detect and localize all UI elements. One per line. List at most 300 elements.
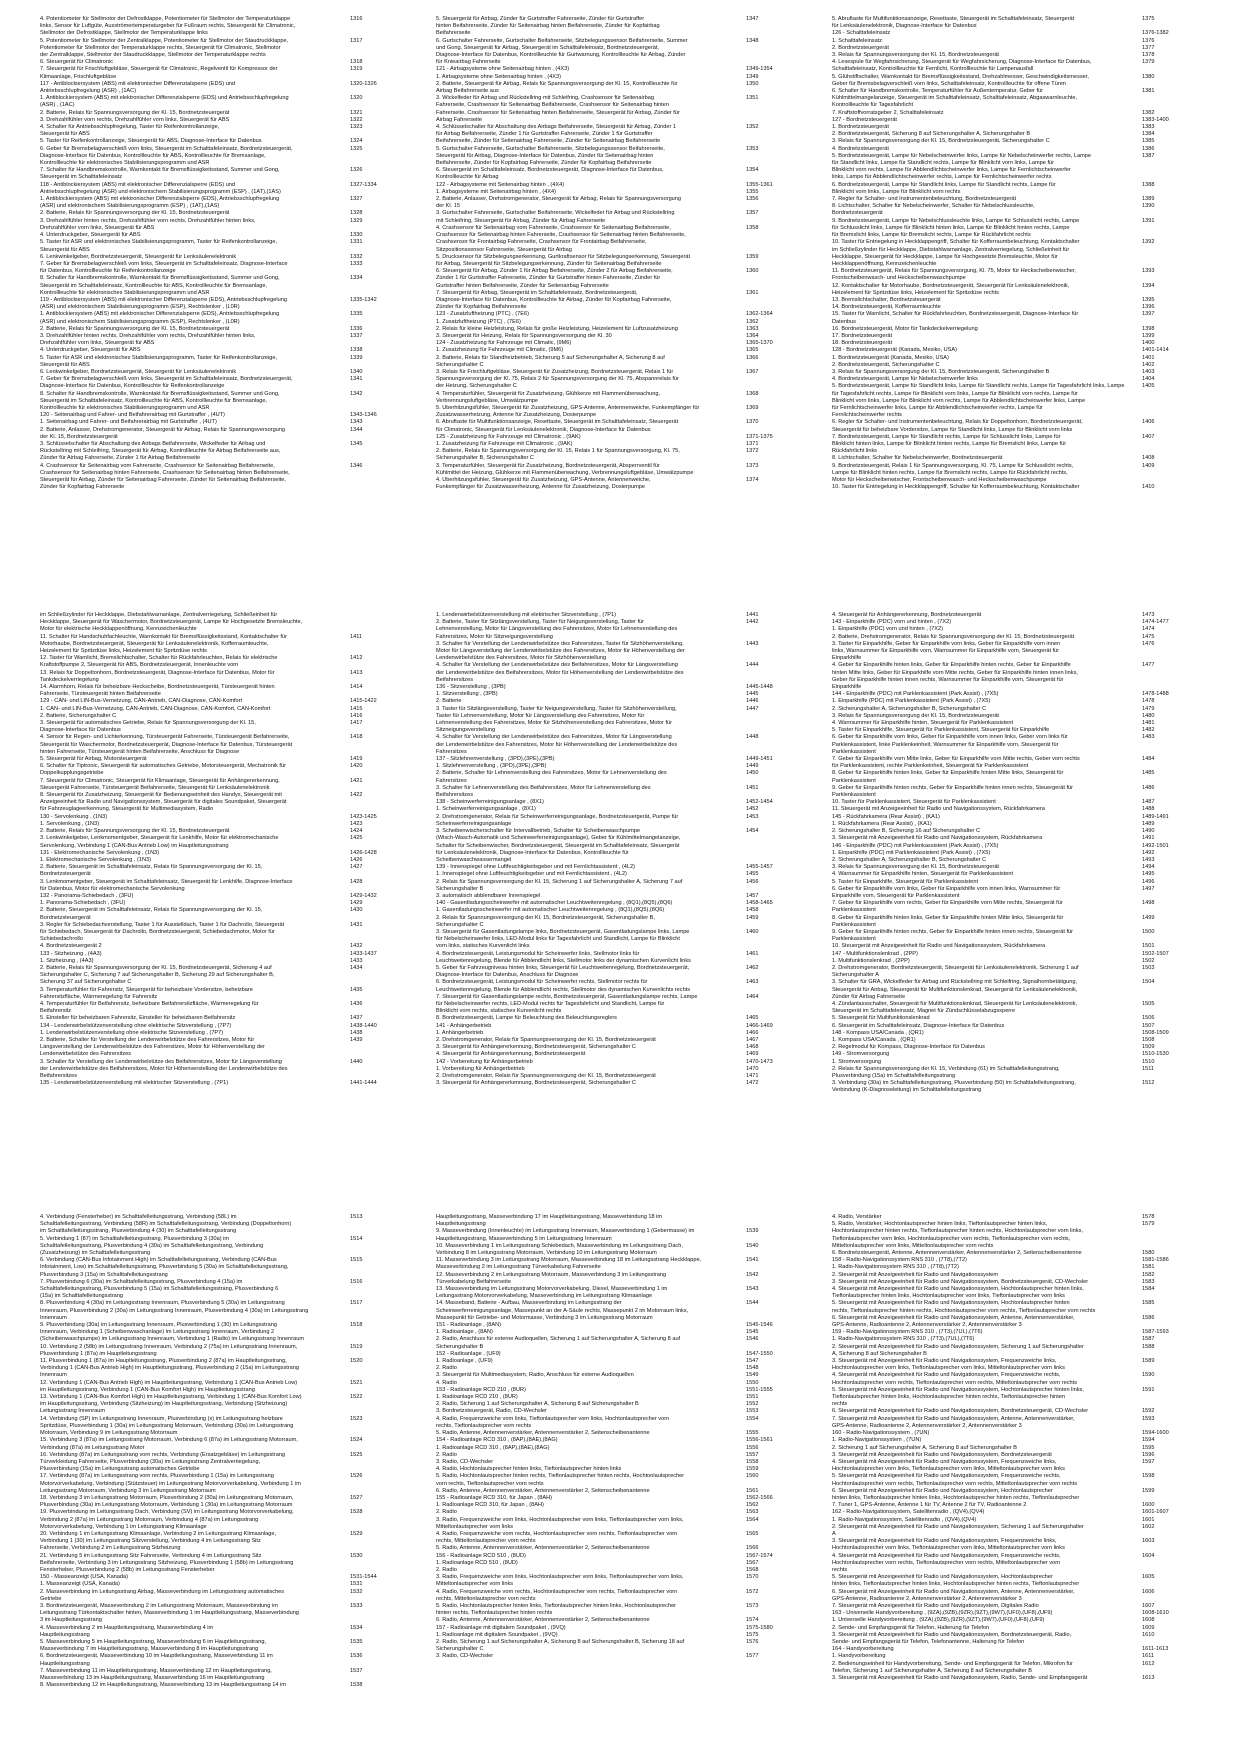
- entry-text: Drehzahlfühler vorn links, Steuergerät für ABS: [40, 224, 155, 231]
- entry-text: Diagnose-Interface für Datenbus, Kontrollleuchte für ABS, Kontrollleuchte für Bremsanlage,: [40, 152, 266, 159]
- entry-page-number: 1608: [1142, 1617, 1155, 1624]
- entry-page-number: 1423-1425: [350, 813, 377, 820]
- entry-page-number: 1566: [746, 1545, 759, 1552]
- entry-page-number: 1420: [350, 763, 363, 770]
- index-entry: [436, 1329, 804, 1336]
- entry-text: Parklenkassistent, linke Parklenkeinheit, Warnsummer für Einparkhilfe vorn, Steuergerät für: [832, 741, 1059, 748]
- index-entry: [436, 626, 804, 633]
- entry-page-number: 1606: [1142, 1588, 1155, 1595]
- entry-text: 121 - Airbagsysteme ohne Seitenairbag hinten , (4X3): [436, 66, 570, 73]
- entry-text: Sicherungshalter C, Sicherung 7 auf Sicherungshalter B, Sicherung 29 auf Sicherungshalter B,: [40, 972, 275, 979]
- index-entry: [832, 160, 1200, 167]
- entry-text: 127 - Bordnetzsteuergerät: [832, 116, 897, 123]
- index-entry: [832, 929, 1200, 936]
- entry-text: Blinklicht vorn rechts, Lampe für Abblendlichtscheinwerfer links, Lampe für Fernlichtscheinwerfer: [832, 167, 1071, 174]
- index-entry: [436, 441, 804, 448]
- index-entry: [832, 117, 1200, 124]
- index-entry: [436, 806, 804, 813]
- entry-text: Hochtonlautsprecher hinten rechts, Tieftonlautsprecher hinten rechts, Hochtonlautsprecher vorn links,: [832, 1228, 1083, 1235]
- index-entry: [436, 1037, 804, 1044]
- entry-page-number: 1552: [746, 1401, 759, 1408]
- entry-text: 2. Sicherungshalter A, Sicherungshalter B, Sicherungshalter C: [832, 705, 987, 712]
- entry-page-number: 1589: [1142, 1358, 1155, 1365]
- entry-text: 1. Radioanlage , (8AN): [436, 1329, 493, 1336]
- entry-page-number: 1448: [746, 734, 759, 741]
- index-entry: [436, 261, 804, 268]
- index-entry: [40, 648, 408, 655]
- entry-page-number: 1411: [350, 633, 363, 640]
- index-entry: [436, 74, 804, 81]
- entry-text: Lehnenverstellung des Fahrersitzes, Motor für Sitzhöhenverstellung des Fahrersitzes, Motor für: [436, 720, 672, 727]
- index-entry: [832, 16, 1200, 23]
- entry-text: 14. Alarmhorn, Relais für beheizbare Heckscheibe, Bordnetzsteuergerät, Türsteuergerät hinten: [40, 684, 275, 691]
- entry-page-number: 1581: [1142, 1264, 1155, 1271]
- entry-text: Motorvorverkabelung, Verbindung (Stützsteuer) im Leitungsstrang Motorvorverkabelung, Verbindung 1 im: [40, 1480, 301, 1487]
- index-entry: [436, 1596, 804, 1603]
- index-entry: [832, 124, 1200, 131]
- entry-page-number: 1349: [746, 73, 759, 80]
- index-entry: [832, 463, 1200, 470]
- index-entry: [832, 1243, 1200, 1250]
- index-entry: [832, 1279, 1200, 1286]
- entry-text: Steuergerät für beheizbare Vordersitze, Lampe für Standlicht links, Lampe für Blinklicht vorn links: [832, 426, 1073, 433]
- index-entry: [436, 455, 804, 462]
- index-entry: [40, 691, 408, 698]
- entry-text: Zünder für Airbag Fahrerseite, Zünder 1 für Airbag Beifahrerseite: [40, 455, 201, 462]
- entry-text: Einparkhilfe vorn, Steuergerät für Parklenkassistent: [832, 892, 960, 899]
- entry-text: Türverkleidung Fahrerseite, Plusverbindung (30a) im Leitungsstrang Zentralverriegelung,: [40, 1458, 261, 1465]
- entry-text: Tieftonlautsprecher hinten links, Hochtonlautsprecher vorn links, Tieftonlautsprecher vorn links: [832, 1293, 1065, 1300]
- entry-text: Motorhaube, Bordnetzsteuergerät, Steuergerät für Lenksäulenelektronik, Kofferraumleuchte,: [40, 640, 269, 647]
- entry-text: 6. Schalter für Tiptronic, Steuergerät für automatisches Getriebe, Motorsteuergerät, Mechatronik für: [40, 763, 286, 770]
- entry-page-number: 1418: [350, 734, 363, 741]
- entry-text: 1. Bordnetzsteuergerät: [832, 124, 889, 131]
- entry-text: 5. Taster für ASR und elektronisches Stabilisierungsprogramm, Taster für Reifenkontrollanzeige,: [40, 239, 278, 246]
- entry-text: Crashsensor für Seitenairbag hinten Fahrerseite, Crashsensor für Seitenairbag hinten Beifahrerseite,: [40, 469, 290, 476]
- index-entry: [40, 355, 408, 362]
- entry-text: Airbag Fahrerseite: [436, 116, 483, 123]
- entry-page-number: 1545: [746, 1329, 759, 1336]
- entry-text: Diagnose-Interface für Datenbus, Kontrollleuchte für Gurtwarnung, Kontrollleuchte für Airbag, Zünder: [436, 52, 686, 59]
- entry-text: Tieftonlautsprecher vorn links, Hochtonlautsprecher vorn rechts, Tieftonlautsprecher vorn rechts,: [832, 1235, 1071, 1242]
- entry-text: Leitungsstrang Innenraum: [40, 1408, 105, 1415]
- entry-text: 1. Anhängerbetrieb: [436, 1029, 484, 1036]
- entry-text: 3. Schalter für Verstellung der Lendenwirbelstütze des Beifahrersitzes, Motor für Längsverstellung: [40, 1058, 282, 1065]
- entry-text: 1. Zusatzheizung für Fahrzeuge mit Climatic, (9M6): [436, 347, 564, 354]
- entry-text: im Schließzylinder für Heckklappe, Diebstahlwarnanlage, Zentralverriegelung, Schließeinheit für: [832, 246, 1070, 253]
- entry-text: im Hauptleitungsstrang, Verbindung 1 (CAN-Bus Komfort High) im Hauptleitungsstrang: [40, 1386, 255, 1393]
- entry-text: 6. Steuergerät für Climatronic: [40, 59, 114, 66]
- index-entry: [832, 749, 1200, 756]
- index-block-2: [40, 612, 1200, 1095]
- index-entry: [832, 283, 1200, 290]
- entry-page-number: 1478: [1142, 698, 1155, 705]
- entry-text: Verbindung 2 (87a) im Leitungsstrang Motorraum, Verbindung 4 (87a) im Leitungsstrang: [40, 1516, 259, 1523]
- index-entry: [436, 1365, 804, 1372]
- entry-text: für Nebelscheinwerfer links, LED-Modul links für Tagesfahrlicht und Standlicht, Lampe für Blinklicht: [436, 936, 680, 943]
- index-column-2: [436, 612, 804, 1095]
- index-entry: [40, 864, 408, 871]
- index-entry: [40, 196, 408, 203]
- index-entry: [40, 455, 408, 462]
- entry-text: 153 - Radioanlage RCD 210 , (8UR): [436, 1386, 526, 1393]
- index-entry: [40, 102, 408, 109]
- entry-text: 2. Masseverbindung im Leitungsstrang Airbag, Masseverbindung im Leitungsstrang automatisches: [40, 1588, 285, 1595]
- entry-text: 156 - Radioanlage RCD 510 , (8UD): [436, 1552, 526, 1559]
- index-entry: [832, 182, 1200, 189]
- entry-page-number: 1556-1561: [746, 1437, 773, 1444]
- index-entry: [436, 1632, 804, 1639]
- entry-page-number: 1353: [746, 145, 759, 152]
- entry-page-number: 1477: [1142, 662, 1155, 669]
- entry-page-number: 1567: [746, 1559, 759, 1566]
- entry-page-number: 1355-1361: [746, 181, 773, 188]
- entry-text: 144 - Einparkhilfe (PDC) mit Parklenkassistent (Park Assist) , (7X5): [832, 691, 999, 698]
- entry-text: Längsverstellung der Lendenwirbelstütze des Fahrersitzes, Motor für Höhenverstellung der: [40, 1044, 265, 1051]
- entry-page-number: 1482: [1142, 727, 1155, 734]
- index-entry: [436, 670, 804, 677]
- entry-page-number: 1565: [746, 1530, 759, 1537]
- index-entry: [40, 799, 408, 806]
- index-entry: [436, 196, 804, 203]
- entry-text: Parklenkassistent: [832, 792, 876, 799]
- entry-page-number: 1442: [746, 619, 759, 626]
- entry-page-number: 1334: [350, 275, 363, 282]
- entry-text: Anzeigeeinheit für Radio und Navigationssystem, Steuergerät für digitales Soundpaket, Steuergerät: [40, 799, 287, 806]
- index-entry: [832, 1044, 1200, 1051]
- entry-text: Gurtstraffer hinten Beifahrerseite, Zünder für Seitenairbag Fahrerseite: [436, 282, 609, 289]
- entry-text: 5. Radio, Antenne, Antennenverstärker, Antennenverstärker 2, Seitenscheibenantenne: [436, 1430, 650, 1437]
- entry-text: 3. Steuergerät mit Anzeigeeinheit für Radio und Navigationssystem, Frequenzweiche links,: [832, 1358, 1057, 1365]
- entry-text: Blinklicht vorn rechts, statisches Kurvenlicht rechts: [436, 1008, 562, 1015]
- index-entry: [40, 232, 408, 239]
- index-entry: [832, 239, 1200, 246]
- index-entry: [436, 138, 804, 145]
- entry-text: 4. Crashsensor für Seitenairbag vorn Fahrerseite, Crashsensor für Seitenairbag Beifahrerseite,: [40, 462, 275, 469]
- entry-text: 6. Gurtschalter Fahrerseite, Gurtschalter Beifahrerseite, Sitzbelegungssensor Beifahrerseite, Summer: [436, 37, 688, 44]
- index-entry: [832, 268, 1200, 275]
- entry-text: Klimaanlage, Frischluftgebläse: [40, 73, 117, 80]
- index-entry: [832, 362, 1200, 369]
- entry-text: 2. Batterie, Steuergerät für Airbag, Relais für Spannungsversorgung der Kl. 15, Kontrollleuchte für: [436, 80, 678, 87]
- entry-text: 143 - Einparkhilfe (PDC) vorn und hinten , (7X2): [832, 619, 952, 626]
- entry-text: 5. Taster für Einparkhilfe, Steuergerät für Parklenkassistent: [832, 878, 979, 885]
- entry-page-number: 1318: [350, 59, 363, 66]
- entry-text: Motorraum, Verbindung 9 im Leitungsstrang Motorraum: [40, 1430, 178, 1437]
- entry-text: 6. Steuergerät mit Anzeigeeinheit für Radio und Navigationssystem, Antenne, Antennenverstärker,: [832, 1588, 1075, 1595]
- index-entry: [832, 648, 1200, 655]
- index-entry: [436, 1243, 804, 1250]
- entry-page-number: 1324: [350, 138, 363, 145]
- entry-text: 7. Steuergerät für Frischluftgebläse, Steuergerät für Climatronic, Regelventil für Kompressor der: [40, 66, 278, 73]
- entry-text: 2. Radio: [436, 1509, 457, 1516]
- entry-text: 1. Radio-Navigationssystem RNS 310 , (7T3),(7UL),(7T6): [832, 1336, 975, 1343]
- entry-text: 2. Batterie: [436, 698, 462, 705]
- index-entry: [832, 1236, 1200, 1243]
- entry-page-number: 1452-1454: [746, 799, 773, 806]
- entry-text: 17. Verbindung (87a) im Leitungsstrang vorn rechts, Plusverbindung 1 (15a) im Leitungsstrang: [40, 1473, 274, 1480]
- index-entry: [40, 770, 408, 777]
- entry-text: Kühlmittel der Heizung, Glühkerze mit Flammenüberwachung, Verbrennungsluftgebläse, Umwälzpumpe: [436, 469, 694, 476]
- index-entry: [40, 1250, 408, 1257]
- entry-page-number: 1426-1428: [350, 849, 377, 856]
- index-entry: [832, 965, 1200, 972]
- index-entry: [40, 1668, 408, 1675]
- index-entry: [436, 174, 804, 181]
- index-entry: [832, 412, 1200, 419]
- entry-text: 8. Lichtschalter, Schalter für Nebelscheinwerfer, Schalter für Nebelschlussleuchte,: [832, 203, 1035, 210]
- entry-text: rechts: [832, 1566, 848, 1573]
- entry-text: 11. Bordnetzsteuergerät, Relais für Spannungsversorgung, Kl. 75, Motor für Heckscheibenwischer,: [832, 268, 1076, 275]
- entry-text: 5. Glühstiftschalter, Warnkontakt für Bremsflüssigkeitsstand, Drehzahlmesser, Geschwindigkeitsmesser,: [832, 73, 1089, 80]
- index-entry: [436, 304, 804, 311]
- index-entry: [436, 1517, 804, 1524]
- index-entry: [832, 138, 1200, 145]
- index-entry: [436, 698, 804, 705]
- index-entry: [832, 879, 1200, 886]
- entry-text: 7. Steuergerät mit Anzeigeeinheit für Radio und Navigationssystem, Digitales Radio: [832, 1602, 1039, 1609]
- entry-text: 133 - Sitzheizung , (4A3): [40, 950, 102, 957]
- entry-text: Schalter für Scheibenwischer, Bordnetzsteuergerät, Steuergerät im Schalttafeleinsatz, Steuergerät: [436, 842, 680, 849]
- index-entry: [832, 1080, 1200, 1087]
- entry-text: 1. Scheinwerferreinigungsanlage , (8X1): [436, 806, 536, 813]
- entry-text: 118 - Antiblockiersystem (ABS) mit elektronischer Differenzialsperre (EDS) und: [40, 181, 236, 188]
- index-entry: [436, 1502, 804, 1509]
- entry-page-number: 1433: [350, 957, 363, 964]
- index-entry: [40, 1509, 408, 1516]
- entry-text: 1. CAN- und LIN-Bus-Vernetzung, CAN-Antrieb, CAN-Diagnose, CAN-Komfort, CAN-Komfort: [40, 705, 271, 712]
- index-entry: [40, 1059, 408, 1066]
- entry-text: Steuergerät für Waschermotor, Bordnetzsteuergerät, Diagnose-Interface für Datenbus, Türsteuergerät: [40, 741, 293, 748]
- entry-text: 13. Bremslichtschalter, Bordnetzsteuergerät: [832, 296, 941, 303]
- entry-text: 3. Temperaturfühler, Steuergerät für Zusatzheizung, Bordnetzsteuergerät, Absperrventil für: [436, 462, 660, 469]
- index-entry: [436, 369, 804, 376]
- entry-page-number: 1540: [746, 1242, 759, 1249]
- index-entry: [832, 1495, 1200, 1502]
- entry-page-number: 1393: [1142, 268, 1155, 275]
- index-entry: [40, 641, 408, 648]
- entry-page-number: 1340: [350, 368, 363, 375]
- entry-page-number: 1451: [746, 784, 759, 791]
- entry-text: 7. Schalter für Handbremskontrolle, Warnkontakt für Bremsflüssigkeitsstand, Summer und Gong,: [40, 167, 280, 174]
- entry-text: Geber für Bremsbelagverschleiß vorn links, Schalttafeleinsatz, Kontrollleuchte für offene Türen: [832, 80, 1066, 87]
- entry-text: Beifahrerseite, Verbindung 3 im Leitungsstrang Sitzheizung, Plusverbindung 1 (58b) im Leitungsstrang: [40, 1559, 294, 1566]
- index-entry: [40, 835, 408, 842]
- entry-text: A: [832, 1530, 836, 1537]
- entry-page-number: 1464: [746, 993, 759, 1000]
- index-entry: [832, 30, 1200, 37]
- entry-page-number: 1371-1375: [746, 433, 773, 440]
- entry-page-number: 1320-1326: [350, 80, 377, 87]
- index-entry: [832, 1221, 1200, 1228]
- index-entry: [832, 319, 1200, 326]
- entry-text: 3. Schlüsselschalter für Abschaltung des Airbags Beifahrerseite, Wickelfeder für Airbag und: [40, 440, 266, 447]
- entry-text: für Parklenkassistent, rechte Parklenkeinheit, Steuergerät für Parklenkassistent: [832, 763, 1029, 770]
- entry-text: 5. Steuergerät mit Anzeigeeinheit für Radio und Navigationssystem, Hochtonlautsprecher hinten links,: [832, 1386, 1084, 1393]
- entry-page-number: 1503: [1142, 964, 1155, 971]
- index-entry: [832, 1596, 1200, 1603]
- entry-text: Beifahrerseite: [436, 30, 471, 37]
- entry-text: Bordnetzsteuergerät: [832, 210, 883, 217]
- index-entry: [40, 1531, 408, 1538]
- entry-page-number: 1557: [746, 1451, 759, 1458]
- entry-page-number: 1413: [350, 669, 363, 676]
- entry-text: 3. Relais für Frischluftgebläse, Steuergerät für Zusatzheizung, Bordnetzsteuergerät, Relais 1 für: [436, 368, 674, 375]
- entry-page-number: 1610: [1142, 1631, 1155, 1638]
- entry-page-number: 1521: [350, 1379, 363, 1386]
- entry-page-number: 1529: [350, 1530, 363, 1537]
- entry-text: 2. Batterie, Sicherungshalter C: [40, 712, 117, 719]
- index-entry: [40, 1401, 408, 1408]
- index-entry: [436, 1574, 804, 1581]
- entry-page-number: 1357: [746, 210, 759, 217]
- entry-text: (ASR) und elektronischem Stabilisierungsprogramm (ESP), Rechtslenker , (L0R): [40, 318, 240, 325]
- entry-page-number: 1526: [350, 1473, 363, 1480]
- entry-page-number: 1333: [350, 260, 363, 267]
- entry-text: 2. Radio, Sicherung 1 auf Sicherungshalter A, Sicherung 8 auf Sicherungshalter B: [436, 1401, 639, 1408]
- index-entry: [40, 1279, 408, 1286]
- entry-text: 10. Steuergerät mit Anzeigeeinheit für Radio und Navigationssystem, Rückfahrkamera: [832, 943, 1046, 950]
- entry-text: 3. automatisch abblendbarer Innenspiegel: [436, 892, 541, 899]
- entry-text: GPS-Antenne, Radioantenne 2, Antennenverstärker 2, Antennenverstärker 3: [832, 1595, 1022, 1602]
- index-entry: [832, 922, 1200, 929]
- entry-text: 124 - Zusatzheizung für Fahrzeuge mit Climatic, (9M6): [436, 340, 572, 347]
- entry-page-number: 1438-1440: [350, 1022, 377, 1029]
- index-entry: [436, 1001, 804, 1008]
- index-entry: [832, 38, 1200, 45]
- index-entry: [832, 326, 1200, 333]
- entry-page-number: 1479: [1142, 705, 1155, 712]
- index-entry: [436, 821, 804, 828]
- entry-page-number: 1536: [350, 1653, 363, 1660]
- entry-page-number: 1541: [746, 1257, 759, 1264]
- index-entry: [832, 102, 1200, 109]
- entry-page-number: 1321: [350, 109, 363, 116]
- entry-page-number: 1375: [1142, 16, 1155, 22]
- entry-page-number: 1338: [350, 347, 363, 354]
- entry-page-number: 1542: [746, 1271, 759, 1278]
- index-entry: [832, 196, 1200, 203]
- index-entry: [832, 304, 1200, 311]
- index-entry: [832, 1037, 1200, 1044]
- index-entry: [40, 1452, 408, 1459]
- index-entry: [40, 1329, 408, 1336]
- entry-page-number: 1511: [1142, 1065, 1155, 1072]
- index-entry: [40, 900, 408, 907]
- entry-text: Rückstellring mit Schleifring, Steuergerät für Airbag, Kontrollleuchte für Airbag Beifahrerseite aus,: [40, 448, 281, 455]
- entry-text: Leitungsstrang Motorraum, Verbindung 3 im Leitungsstrang Motorraum: [40, 1487, 216, 1494]
- entry-text: 2. Bordnetzsteuergerät, Sicherung 8 auf Sicherungshalter A, Sicherungshalter B: [832, 131, 1031, 138]
- entry-text: 3. Steuergerät mit Anzeigeeinheit für Radio und Navigationssystem, Rückfahrkamera: [832, 835, 1043, 842]
- entry-text: 9. Plusverbindung (30a) im Leitungsstrang Innenraum, Plusverbindung 1 (30) im Leitungsstrang: [40, 1322, 277, 1329]
- entry-text: Frontscheibenwasch- und Heckscheibenwaschpumpe: [832, 275, 966, 282]
- entry-text: 2. Radio: [436, 1566, 457, 1573]
- index-entry: [436, 290, 804, 297]
- index-entry: [832, 720, 1200, 727]
- entry-text: 164 - Handyvorbereitung: [832, 1646, 894, 1653]
- entry-text: 5. Radio, Antenne, Antennenverstärker, Antennenverstärker 2, Seitenscheibenantenne: [436, 1545, 650, 1552]
- entry-page-number: 1325: [350, 145, 363, 152]
- entry-text: 6. Steuergerät im Schalttafeleinsatz, Bordnetzsteuergerät, Diagnose-Interface für Datenbus,: [436, 167, 664, 174]
- entry-text: 136 - Sitzverstellung , (3PB): [436, 684, 506, 691]
- entry-page-number: 1530: [350, 1552, 363, 1559]
- index-entry: [436, 268, 804, 275]
- entry-text: 5. Potentiometer für Stellmotor der Zentralklappe, Potentiometer für Stellmotor der Staudruckklappe,: [40, 37, 289, 44]
- entry-page-number: 1359: [746, 253, 759, 260]
- entry-page-number: 1327: [350, 196, 363, 203]
- entry-text: Schalttafeleinsatz, Kontrollleuchte für Fernlicht, Kontrollleuchte für Lampenausfall: [832, 66, 1034, 73]
- entry-text: 5. Steuergerät mit Anzeigeeinheit für Radio und Navigationssystem, Hochtonlautsprecher hinten: [832, 1300, 1070, 1307]
- index-entry: [832, 1250, 1200, 1257]
- entry-page-number: 1355: [746, 188, 759, 195]
- entry-page-number: 1483: [1142, 734, 1155, 741]
- entry-text: (Zusatzheizung) im Schalttafelleitungsstrang: [40, 1250, 151, 1257]
- entry-text: Fernlichtscheinwerfer rechts: [832, 412, 902, 419]
- entry-page-number: 1341: [350, 376, 363, 383]
- entry-page-number: 1534: [350, 1624, 363, 1631]
- entry-page-number: 1586: [1142, 1314, 1155, 1321]
- entry-page-number: 1383: [1142, 124, 1155, 131]
- index-entry: [40, 1372, 408, 1379]
- entry-page-number: 1501: [1142, 943, 1155, 950]
- index-entry: [832, 189, 1200, 196]
- index-entry: [832, 1488, 1200, 1495]
- entry-page-number: 1337: [350, 332, 363, 339]
- entry-text: Hauptleitungsstrang: [40, 1631, 90, 1638]
- index-entry: [40, 1423, 408, 1430]
- entry-text: 15. Verbindung 3 (87a) im Leitungsstrang Motorraum, Verbindung 6 (87a) im Leitungsstrang Motorraum,: [40, 1437, 298, 1444]
- index-entry: [436, 283, 804, 290]
- index-entry: [832, 290, 1200, 297]
- entry-text: Steuergerät im Schalttafeleinsatz, Magnet für Zündschlüsselabzugssperre: [832, 1008, 1016, 1015]
- entry-text: für Standlicht links, Lampe für Standlicht rechts, Lampe für Blinklicht vorn links, Lampe für: [832, 160, 1054, 167]
- entry-text: 149 - Stromversorgung: [832, 1051, 890, 1058]
- entry-text: Hochtonlautsprecher vorn links, Tieftonlautsprecher vorn links, Mitteltonlautsprecher vorn links: [832, 1365, 1065, 1372]
- entry-page-number: 1401-1414: [1142, 347, 1169, 354]
- index-entry: [436, 1416, 804, 1423]
- index-entry: [436, 677, 804, 684]
- entry-page-number: 1613: [1142, 1675, 1155, 1681]
- index-entry: [832, 470, 1200, 477]
- index-entry: [40, 1545, 408, 1552]
- entry-page-number: 1609: [1142, 1624, 1155, 1631]
- entry-text: 1. Universelle Handyvorbereitung , (9ZA),(9ZB),(9ZR),(9ZT),(9W7),(UF0),(UF8),(UF9): [832, 1617, 1045, 1624]
- index-entry: [832, 441, 1200, 448]
- entry-page-number: 1402: [1142, 361, 1155, 368]
- entry-text: 7. Plusverbindung 6 (30a) im Schalttafelleitungsstrang, Plusverbindung 4 (15a) im: [40, 1278, 243, 1285]
- entry-text: Steuergerät Fahrerseite, Türsteuergerät Beifahrerseite, Steuergerät für Lenksäulenelektronik: [40, 784, 270, 791]
- index-entry: [436, 254, 804, 261]
- entry-text: 2. Batterie, Drehstromgenerator, Relais für Spannungsversorgung der Kl. 15, Bordnetzsteuergerät: [832, 633, 1075, 640]
- entry-page-number: 1433-1437: [350, 950, 377, 957]
- entry-text: Türverkabelung Beifahrerseite: [436, 1278, 511, 1285]
- index-entry: [436, 340, 804, 347]
- entry-text: 150 - Masseanzeigt (USA, Kanada): [40, 1574, 128, 1581]
- index-entry: [40, 1008, 408, 1015]
- index-entry: [832, 734, 1200, 741]
- entry-text: für Lenksäulenelektronik, Diagnose-Interface für Datenbus: [832, 23, 977, 30]
- index-entry: [832, 626, 1200, 633]
- index-entry: [436, 1473, 804, 1480]
- index-entry: [832, 484, 1200, 491]
- entry-page-number: 1382: [1142, 109, 1155, 116]
- entry-page-number: 1487: [1142, 799, 1155, 806]
- index-entry: [40, 698, 408, 705]
- index-entry: [436, 770, 804, 777]
- entry-text: 1. Radioanlage RCD 310, für Japan , (8AH): [436, 1502, 544, 1509]
- entry-text: 7. Masseverbindung 11 im Hauptleitungsstrang, Masseverbindung 12 im Hauptleitungsstrang,: [40, 1667, 272, 1674]
- index-entry: [832, 662, 1200, 669]
